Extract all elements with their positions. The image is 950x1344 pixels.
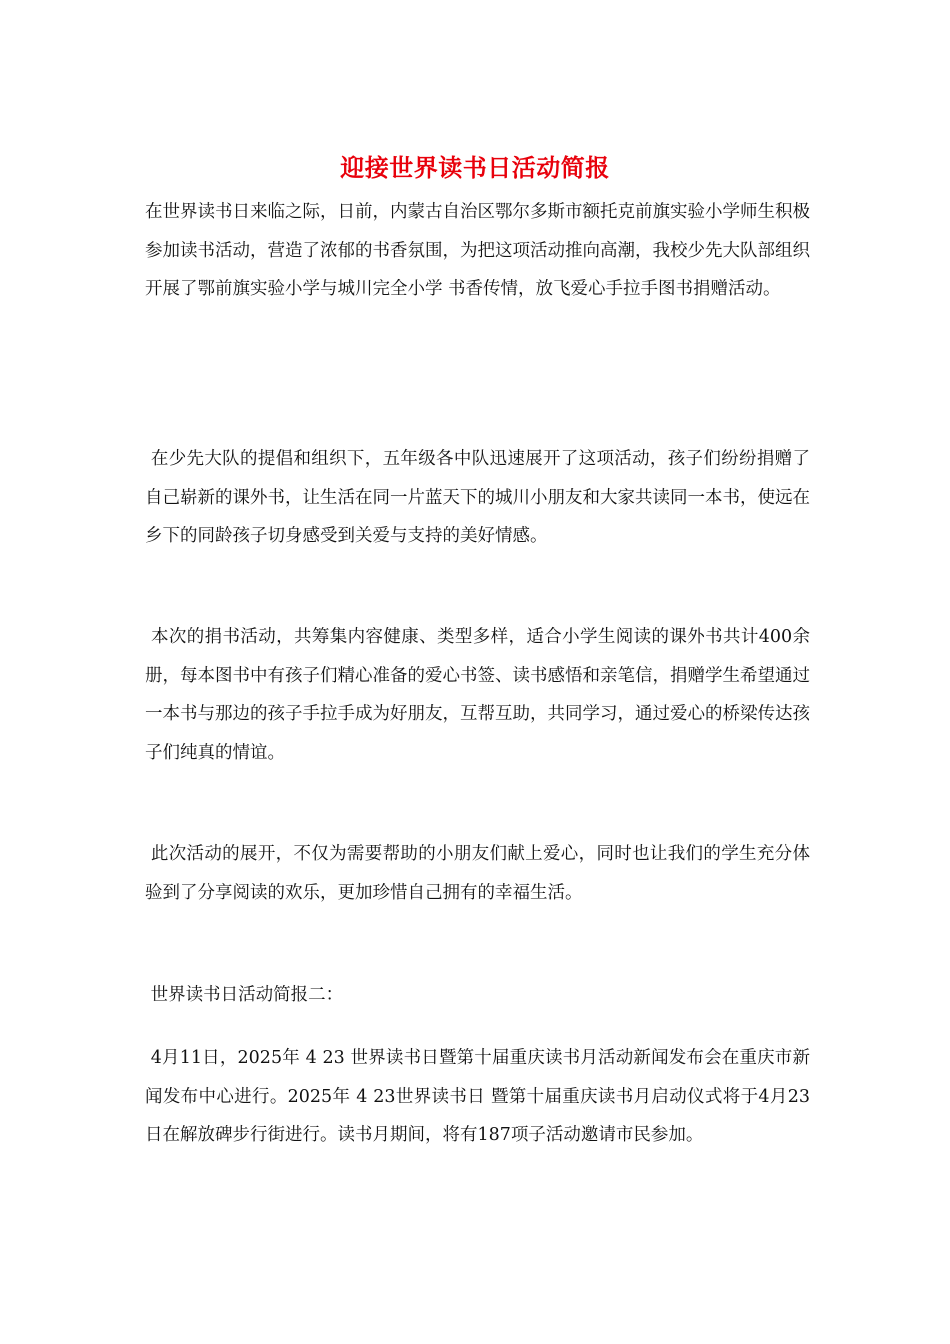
paragraph-intro: 在世界读书日来临之际，日前，内蒙古自治区鄂尔多斯市额托克前旗实验小学师生积极参加读书活动，营造了浓郁的书香氛围，为把这项活动推向高潮，我校少先大队部组织开展了鄂前旗实验小学与城川完全小学 书香传情，放飞爱心手拉手图书捐赠活动。	[145, 202, 810, 299]
paragraph-subheading: 世界读书日活动简报二：	[145, 985, 344, 1005]
paragraph-significance: 此次活动的展开，不仅为需要帮助的小朋友们献上爱心，同时也让我们的学生充分体验到了分享阅读的欢乐，更加珍惜自己拥有的幸福生活。	[145, 844, 810, 903]
paragraph-activity: 在少先大队的提倡和组织下，五年级各中队迅速展开了这项活动，孩子们纷纷捐赠了自己崭新的课外书，让生活在同一片蓝天下的城川小朋友和大家共读同一本书，使远在乡下的同龄孩子切身感受到关爱与支持的美好情感。	[145, 449, 810, 546]
paragraph-chongqing: 4月11日，2025年 4 23 世界读书日暨第十届重庆读书月活动新闻发布会在重庆市新闻发布中心进行。2025年 4 23世界读书日 暨第十届重庆读书月启动仪式将于4月23日在解放碑步行街进行。读书月期间，将有187项子活动邀请市民参加。	[145, 1048, 810, 1145]
document-title: 迎接世界读书日活动简报	[340, 153, 610, 182]
paragraph-donation: 本次的捐书活动，共筹集内容健康、类型多样，适合小学生阅读的课外书共计400余册，每本图书中有孩子们精心准备的爱心书签、读书感悟和亲笔信，捐赠学生希望通过一本书与那边的孩子手拉手成为好朋友，互帮互助，共同学习，通过爱心的桥梁传达孩子们纯真的情谊。	[145, 627, 810, 763]
